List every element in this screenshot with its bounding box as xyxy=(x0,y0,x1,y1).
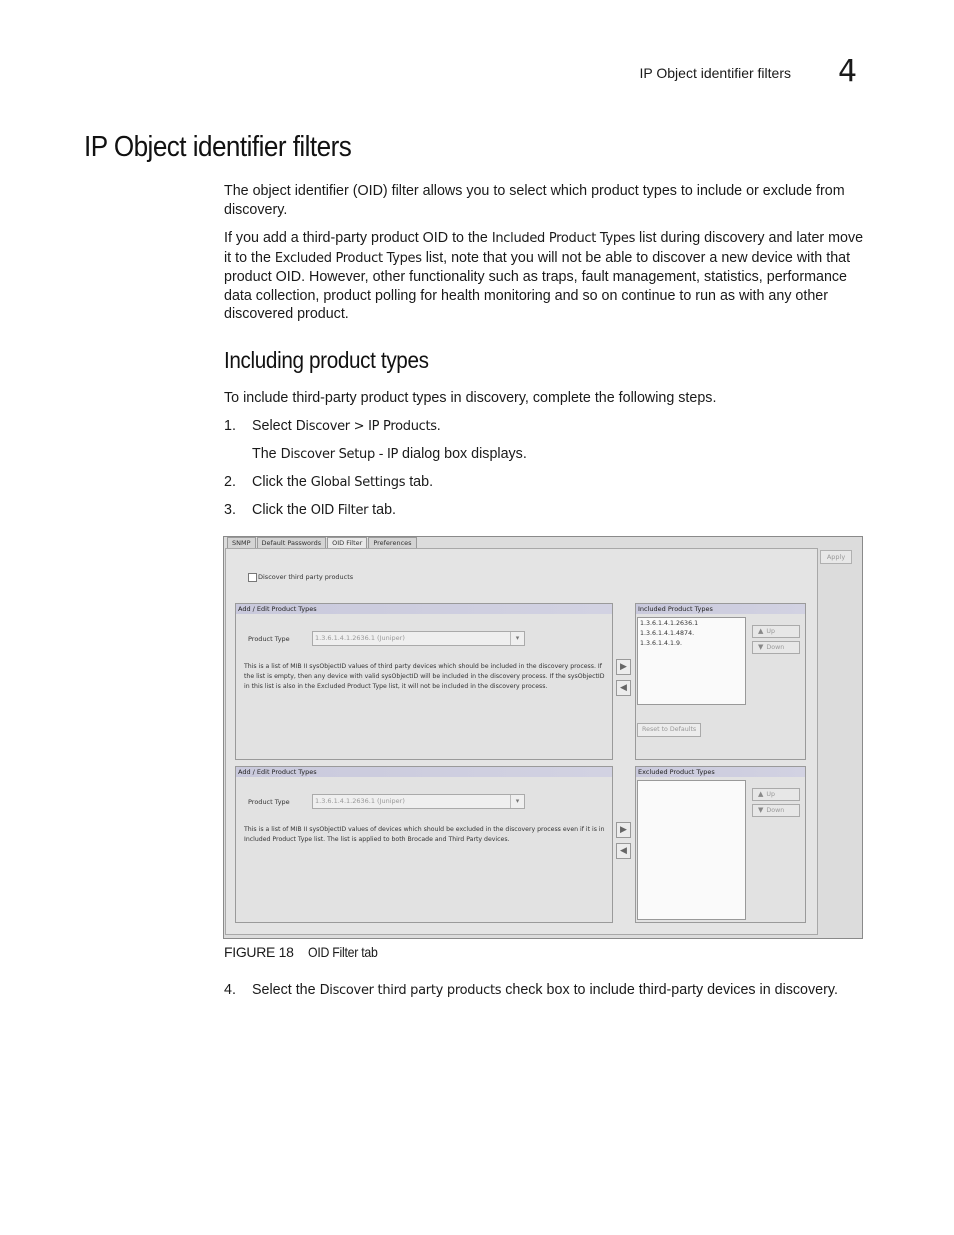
chapter-number: 4 xyxy=(838,54,858,89)
running-header-title: IP Object identifier filters xyxy=(639,65,791,81)
product-type-label: Product Type xyxy=(248,635,290,643)
move-left-icon[interactable]: ◀ xyxy=(616,843,631,859)
product-type-label: Product Type xyxy=(248,798,290,806)
included-types-ref: Included Product Types xyxy=(491,231,636,246)
move-left-icon[interactable]: ◀ xyxy=(616,680,631,696)
up-label: Up xyxy=(766,628,775,635)
include-description: This is a list of MIB II sysObjectID values of third party devices which should be included in the discovery process. If the list is empty, then any device with valid sysObjectID will be included in the discovery process. If the sysObjectID in this list is also in the Excluded Product Type list, it will not be included in the discovery process. xyxy=(244,663,605,690)
step-number: 4. xyxy=(224,982,236,998)
move-down-button[interactable] xyxy=(752,804,800,817)
down-triangle-icon: ▼ xyxy=(758,643,764,651)
intro-text: list, note that you will not be able to discover a new device with that product OID. However, other functionality such as traps, fault management, statistics, performance data collection, product polling for health monitoring and so on continue to run as with any other discovered product. xyxy=(224,249,851,323)
step-text: . xyxy=(436,418,441,434)
move-right-icon[interactable]: ▶ xyxy=(616,822,631,838)
list-item[interactable]: 1.3.6.1.4.1.4874. xyxy=(640,630,695,637)
list-item[interactable]: 1.3.6.1.4.1.9. xyxy=(640,640,683,647)
figure-label: FIGURE 18 xyxy=(224,944,294,960)
checkbox-name-ref: Discover third party products xyxy=(319,983,502,998)
apply-button[interactable]: Apply xyxy=(820,550,852,564)
step-text: tab. xyxy=(368,502,397,518)
intro-paragraph-2 xyxy=(224,229,874,324)
step-text: dialog box displays. xyxy=(398,446,527,462)
tab-name-ref: OID Filter xyxy=(310,503,369,518)
reset-to-defaults-button[interactable]: Reset to Defaults xyxy=(637,723,701,737)
step-text: The xyxy=(252,446,281,462)
intro-text: If you add a third-party product OID to the xyxy=(224,230,492,246)
menu-path-ref: Discover > IP Products xyxy=(295,419,437,434)
combo-value: 1.3.6.1.4.1.2636.1 (Juniper) xyxy=(315,797,405,805)
move-up-button[interactable] xyxy=(752,625,800,638)
figure-caption: OID Filter tab xyxy=(308,944,378,960)
chevron-down-icon[interactable]: ▾ xyxy=(510,632,524,645)
product-type-combo[interactable] xyxy=(312,794,525,809)
move-down-button[interactable] xyxy=(752,641,800,654)
step-4 xyxy=(252,981,892,1001)
panel-title: Add / Edit Product Types xyxy=(236,604,612,614)
step-number: 2. xyxy=(224,474,236,490)
tab-preferences[interactable]: Preferences xyxy=(368,537,416,548)
step-text: Click the xyxy=(252,474,311,490)
section-heading: Including product types xyxy=(224,347,429,373)
intro-paragraph-1: The object identifier (OID) filter allows you to select which product types to include or exclude from discovery. xyxy=(224,183,845,218)
oid-filter-content xyxy=(225,548,818,935)
tab-snmp[interactable]: SNMP xyxy=(227,537,256,548)
panel-title: Excluded Product Types xyxy=(636,767,805,777)
included-types-list[interactable] xyxy=(637,617,746,705)
step-2 xyxy=(252,473,433,493)
down-label: Down xyxy=(766,807,785,814)
page-title: IP Object identifier filters xyxy=(84,131,352,163)
up-triangle-icon: ▲ xyxy=(758,790,764,798)
step-text: tab. xyxy=(405,474,434,490)
combo-value: 1.3.6.1.4.1.2636.1 (Juniper) xyxy=(315,634,405,642)
step-3 xyxy=(252,501,396,521)
included-product-types-panel xyxy=(635,603,806,760)
add-edit-included-panel xyxy=(235,603,613,760)
step-number: 3. xyxy=(224,502,236,518)
panel-title: Add / Edit Product Types xyxy=(236,767,612,777)
section-lead: To include third-party product types in discovery, complete the following steps. xyxy=(224,390,717,406)
down-triangle-icon: ▼ xyxy=(758,806,764,814)
excluded-types-ref: Excluded Product Types xyxy=(274,250,422,266)
panel-title: Included Product Types xyxy=(636,604,805,614)
discover-third-party-checkbox[interactable] xyxy=(248,573,257,582)
step-1-result xyxy=(252,445,527,465)
move-right-icon[interactable]: ▶ xyxy=(616,659,631,675)
tab-oid-filter[interactable]: OID Filter xyxy=(327,537,367,548)
step-text: Click the xyxy=(252,502,311,518)
tab-default-passwords[interactable]: Default Passwords xyxy=(257,537,327,548)
product-type-combo[interactable] xyxy=(312,631,525,646)
up-label: Up xyxy=(766,791,775,798)
up-triangle-icon: ▲ xyxy=(758,627,764,635)
excluded-types-list[interactable] xyxy=(637,780,746,920)
discover-third-party-label: Discover third party products xyxy=(258,573,354,581)
excluded-product-types-panel xyxy=(635,766,806,923)
list-item[interactable]: 1.3.6.1.4.1.2636.1 xyxy=(640,620,699,627)
step-text: check box to include third-party devices in discovery. xyxy=(501,982,838,998)
add-edit-excluded-panel xyxy=(235,766,613,923)
exclude-description: This is a list of MIB II sysObjectID values of devices which should be excluded in the discovery process even if it is in Included Product Type list. The list is applied to both Brocade and Third Party devices. xyxy=(244,826,605,843)
step-text: Select xyxy=(252,418,296,434)
tab-name-ref: Global Settings xyxy=(310,475,406,490)
oid-filter-screenshot xyxy=(223,536,863,939)
dialog-tab-bar xyxy=(227,537,418,548)
move-up-button[interactable] xyxy=(752,788,800,801)
intro-text: list during discovery and later move it to the xyxy=(224,230,864,266)
step-number: 1. xyxy=(224,418,236,434)
down-label: Down xyxy=(766,644,785,651)
chevron-down-icon[interactable]: ▾ xyxy=(510,795,524,808)
step-1 xyxy=(252,417,441,437)
step-text: Select the xyxy=(252,982,320,998)
dialog-name-ref: Discover Setup - IP xyxy=(280,447,399,462)
